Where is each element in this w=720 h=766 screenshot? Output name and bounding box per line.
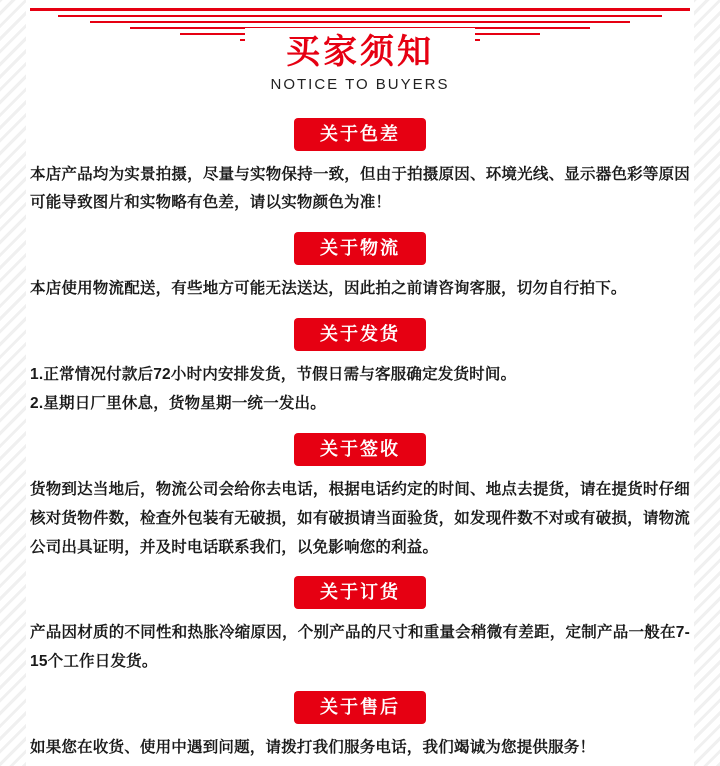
section-badge-row [30, 576, 690, 609]
status-badge: 关于物流 [294, 232, 426, 265]
section-shipping [30, 318, 690, 419]
status-badge: 关于订货 [294, 576, 426, 609]
page-title-cn: 买家须知 [285, 33, 434, 71]
bottom-spacer [30, 762, 690, 766]
status-badge: 关于发货 [294, 318, 426, 351]
page-header [30, 0, 690, 104]
section-badge-row [30, 118, 690, 151]
section-badge-row [30, 691, 690, 724]
section-paragraph: 货物到达当地后，物流公司会给你去电话，根据电话约定的时间、地点去提货，请在提货时仔细核对货物件数，检查外包装有无破损，如有破损请当面验货，如发现件数不对或有破损，请物流公司出具证明，并及时电话联系我们，以免影响您的利益。 [30, 481, 690, 556]
section-paragraph: 1.正常情况付款后72小时内安排发货，节假日需与客服确定发货时间。 [30, 365, 517, 383]
section-badge-row [30, 318, 690, 351]
section-paragraph: 如果您在收货、使用中遇到问题，请拨打我们服务电话，我们竭诚为您提供服务！ [30, 738, 596, 756]
section-color-difference [30, 118, 690, 218]
section-paragraph: 本店使用物流配送，有些地方可能无法送达，因此拍之前请咨询客服，切勿自行拍下。 [30, 280, 627, 298]
section-receiving [30, 433, 690, 562]
page-title [245, 28, 476, 93]
section-badge-row [30, 232, 690, 265]
section-paragraph: 产品因材质的不同性和热胀冷缩原因，个别产品的尺寸和重量会稍微有差距，定制产品一般在7-15个工作日发货。 [30, 624, 690, 670]
status-badge: 关于售后 [294, 691, 426, 724]
section-badge-row [30, 433, 690, 466]
section-logistics [30, 232, 690, 304]
section-ordering [30, 576, 690, 676]
page-title-en: NOTICE TO BUYERS [270, 75, 450, 93]
section-paragraph: 2.星期日厂里休息，货物星期一统一发出。 [30, 395, 326, 413]
section-after-sales [30, 691, 690, 763]
section-paragraph: 本店产品均为实景拍摄，尽量与实物保持一致，但由于拍摄原因、环境光线、显示器色彩等原因可能导致图片和实物略有色差，请以实物颜色为准！ [30, 165, 690, 212]
status-badge: 关于签收 [294, 433, 426, 466]
status-badge: 关于色差 [294, 118, 426, 151]
